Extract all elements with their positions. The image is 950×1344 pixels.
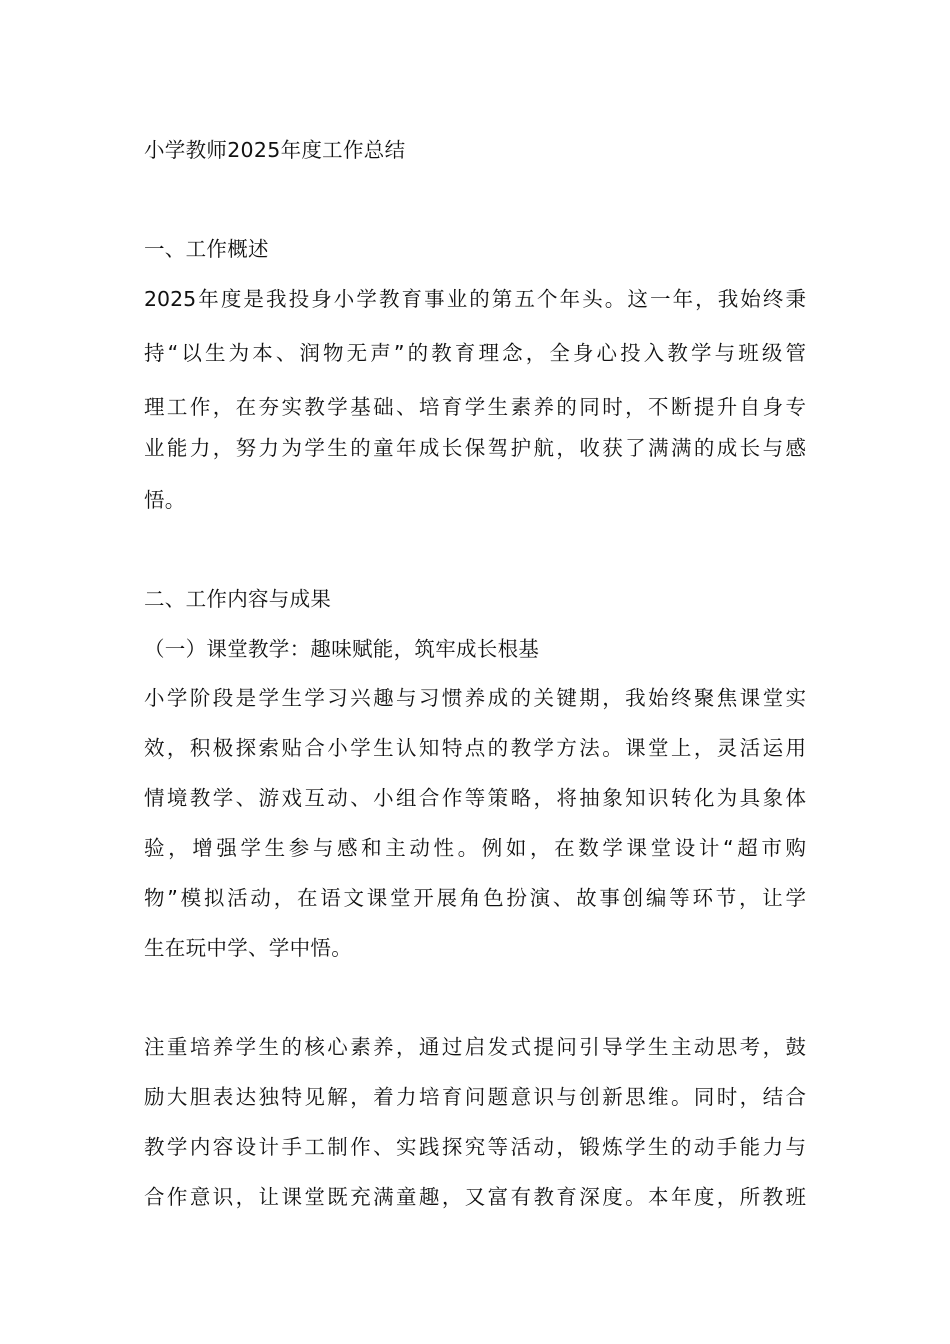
- paragraph-line: 业能力，努力为学生的童年成长保驾护航，收获了满满的成长与感: [144, 436, 806, 460]
- paragraph-line: 注重培养学生的核心素养，通过启发式提问引导学生主动思考，鼓: [144, 1035, 806, 1059]
- document-page: [144, 0, 806, 1344]
- paragraph-line: 合作意识，让课堂既充满童趣，又富有教育深度。本年度，所教班: [144, 1185, 806, 1209]
- paragraph-line: 物”模拟活动，在语文课堂开展角色扮演、故事创编等环节，让学: [144, 886, 806, 910]
- paragraph-line: 悟。: [144, 488, 186, 512]
- paragraph-line: 励大胆表达独特见解，着力培育问题意识与创新思维。同时，结合: [144, 1085, 806, 1109]
- section-heading: 一、工作概述: [144, 237, 269, 261]
- paragraph-line: 情境教学、游戏互动、小组合作等策略，将抽象知识转化为具象体: [144, 786, 806, 810]
- section-heading: 二、工作内容与成果: [144, 587, 332, 611]
- paragraph-line: 2025年度是我投身小学教育事业的第五个年头。这一年，我始终秉: [144, 287, 806, 311]
- paragraph-line: 教学内容设计手工制作、实践探究等活动，锻炼学生的动手能力与: [144, 1135, 806, 1159]
- paragraph-line: 效，积极探索贴合小学生认知特点的教学方法。课堂上，灵活运用: [144, 736, 806, 760]
- paragraph-line: 理工作，在夯实教学基础、培育学生素养的同时，不断提升自身专: [144, 395, 806, 419]
- subsection-heading: （一）课堂教学：趣味赋能，筑牢成长根基: [144, 637, 540, 661]
- paragraph-line: 验，增强学生参与感和主动性。例如，在数学课堂设计“超市购: [144, 836, 806, 860]
- document-title: 小学教师2025年度工作总结: [144, 138, 406, 162]
- paragraph-line: 小学阶段是学生学习兴趣与习惯养成的关键期，我始终聚焦课堂实: [144, 686, 806, 710]
- paragraph-line: 持“以生为本、润物无声”的教育理念，全身心投入教学与班级管: [144, 341, 806, 365]
- paragraph-line: 生在玩中学、学中悟。: [144, 936, 352, 960]
